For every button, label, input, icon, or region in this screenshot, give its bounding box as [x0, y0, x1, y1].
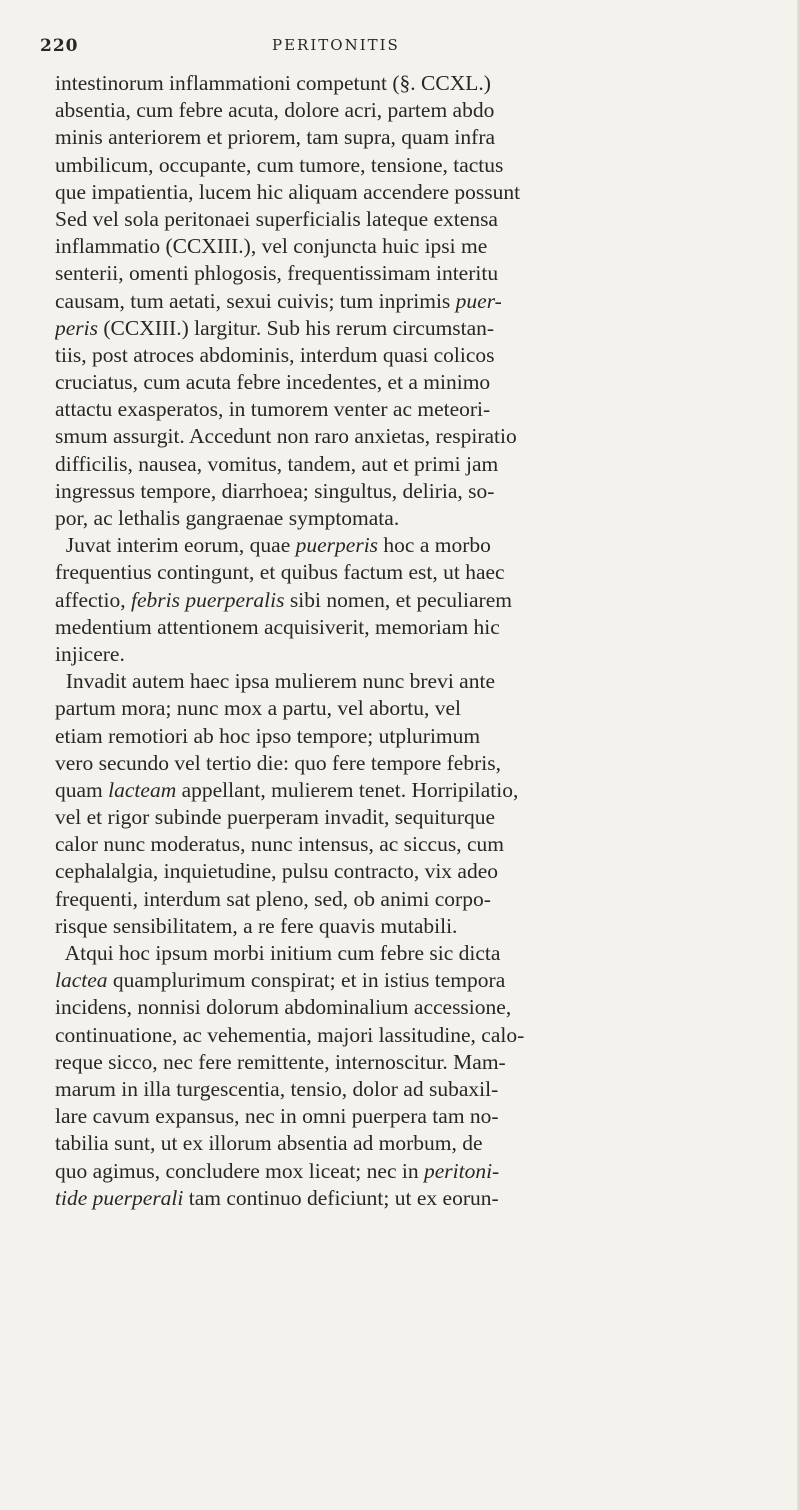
text-line: Sed vel sola peritonaei superficialis lateque extensa	[55, 206, 498, 231]
text-line: umbilicum, occupante, cum tumore, tensione, tactus	[55, 152, 504, 177]
text-line: cruciatus, cum acuta febre incedentes, et a minimo	[55, 370, 491, 395]
text-line: tide puerperali tam continuo deficiunt; ut ex eorun-	[55, 1185, 499, 1210]
text-line: frequentius contingunt, et quibus factum est, ut haec	[55, 560, 505, 585]
text-line: frequenti, interdum sat pleno, sed, ob animi corpo-	[55, 886, 491, 911]
text-line: calor nunc moderatus, nunc intensus, ac siccus, cum	[55, 832, 504, 857]
text-line: risque sensibilitatem, a re fere quavis mutabili.	[55, 913, 458, 938]
text-line: medentium attentionem acquisiverit, memoriam hic	[55, 614, 500, 639]
text-line: partum mora; nunc mox a partu, vel abortu, vel	[55, 696, 461, 721]
text-line: que impatientia, lucem hic aliquam accendere possunt	[55, 179, 521, 204]
text-line: cephalalgia, inquietudine, pulsu contracto, vix adeo	[55, 859, 498, 884]
text-line: lactea quamplurimum conspirat; et in istius tempora	[55, 968, 506, 993]
text-line: Invadit autem haec ipsa mulierem nunc brevi ante	[55, 669, 495, 694]
text-line: continuatione, ac vehementia, majori lassitudine, calo-	[55, 1022, 525, 1047]
running-head: PERITONITIS	[272, 36, 400, 54]
text-line: marum in illa turgescentia, tensio, dolor ad subaxil-	[55, 1076, 499, 1101]
text-line: vero secundo vel tertio die: quo fere tempore febris,	[55, 750, 501, 775]
text-line: senterii, omenti phlogosis, frequentissimam interitu	[55, 261, 499, 286]
text-line: intestinorum inflammationi competunt (§. CCXL.)	[55, 71, 491, 95]
text-line: absentia, cum febre acuta, dolore acri, partem abdo	[55, 98, 495, 123]
text-line: inflammatio (CCXIII.), vel conjuncta huic ipsi me	[55, 234, 488, 259]
text-line: minis anteriorem et priorem, tam supra, quam infra	[55, 125, 496, 150]
page-number: 220	[40, 36, 79, 56]
text-line: difficilis, nausea, vomitus, tandem, aut et primi jam	[55, 451, 499, 476]
text-line: injicere.	[55, 641, 125, 666]
text-line: attactu exasperatos, in tumorem venter ac meteori-	[55, 397, 491, 422]
text-line: quo agimus, concludere mox liceat; nec in peritoni-	[55, 1158, 500, 1183]
body-text	[55, 70, 775, 1212]
text-line: por, ac lethalis gangraenae symptomata.	[55, 506, 400, 530]
text-line: Juvat interim eorum, quae puerperis hoc a morbo	[55, 533, 491, 558]
text-line: smum assurgit. Accedunt non raro anxietas, respiratio	[55, 424, 517, 449]
text-line: tabilia sunt, ut ex illorum absentia ad morbum, de	[55, 1131, 483, 1156]
text-line: affectio, febris puerperalis sibi nomen, et peculiarem	[55, 587, 512, 612]
text-line: quam lacteam appellant, mulierem tenet. Horripilatio,	[55, 777, 519, 802]
text-line: ingressus tempore, diarrhoea; singultus, deliria, so-	[55, 478, 495, 503]
text-line: tiis, post atroces abdominis, interdum quasi colicos	[55, 342, 495, 367]
text-line: etiam remotiori ab hoc ipso tempore; utplurimum	[55, 723, 481, 748]
text-line: Atqui hoc ipsum morbi initium cum febre sic dicta	[55, 941, 501, 965]
text-line: causam, tum aetati, sexui cuivis; tum inprimis puer-	[55, 288, 502, 313]
text-line: reque sicco, nec fere remittente, internoscitur. Mam-	[55, 1049, 506, 1074]
text-line: peris (CCXIII.) largitur. Sub his rerum circumstan-	[55, 315, 495, 340]
text-line: lare cavum expansus, nec in omni puerpera tam no-	[55, 1104, 499, 1129]
text-line: vel et rigor subinde puerperam invadit, sequiturque	[55, 805, 496, 830]
text-line: incidens, nonnisi dolorum abdominalium accessione,	[55, 995, 512, 1020]
page-header	[40, 36, 760, 56]
